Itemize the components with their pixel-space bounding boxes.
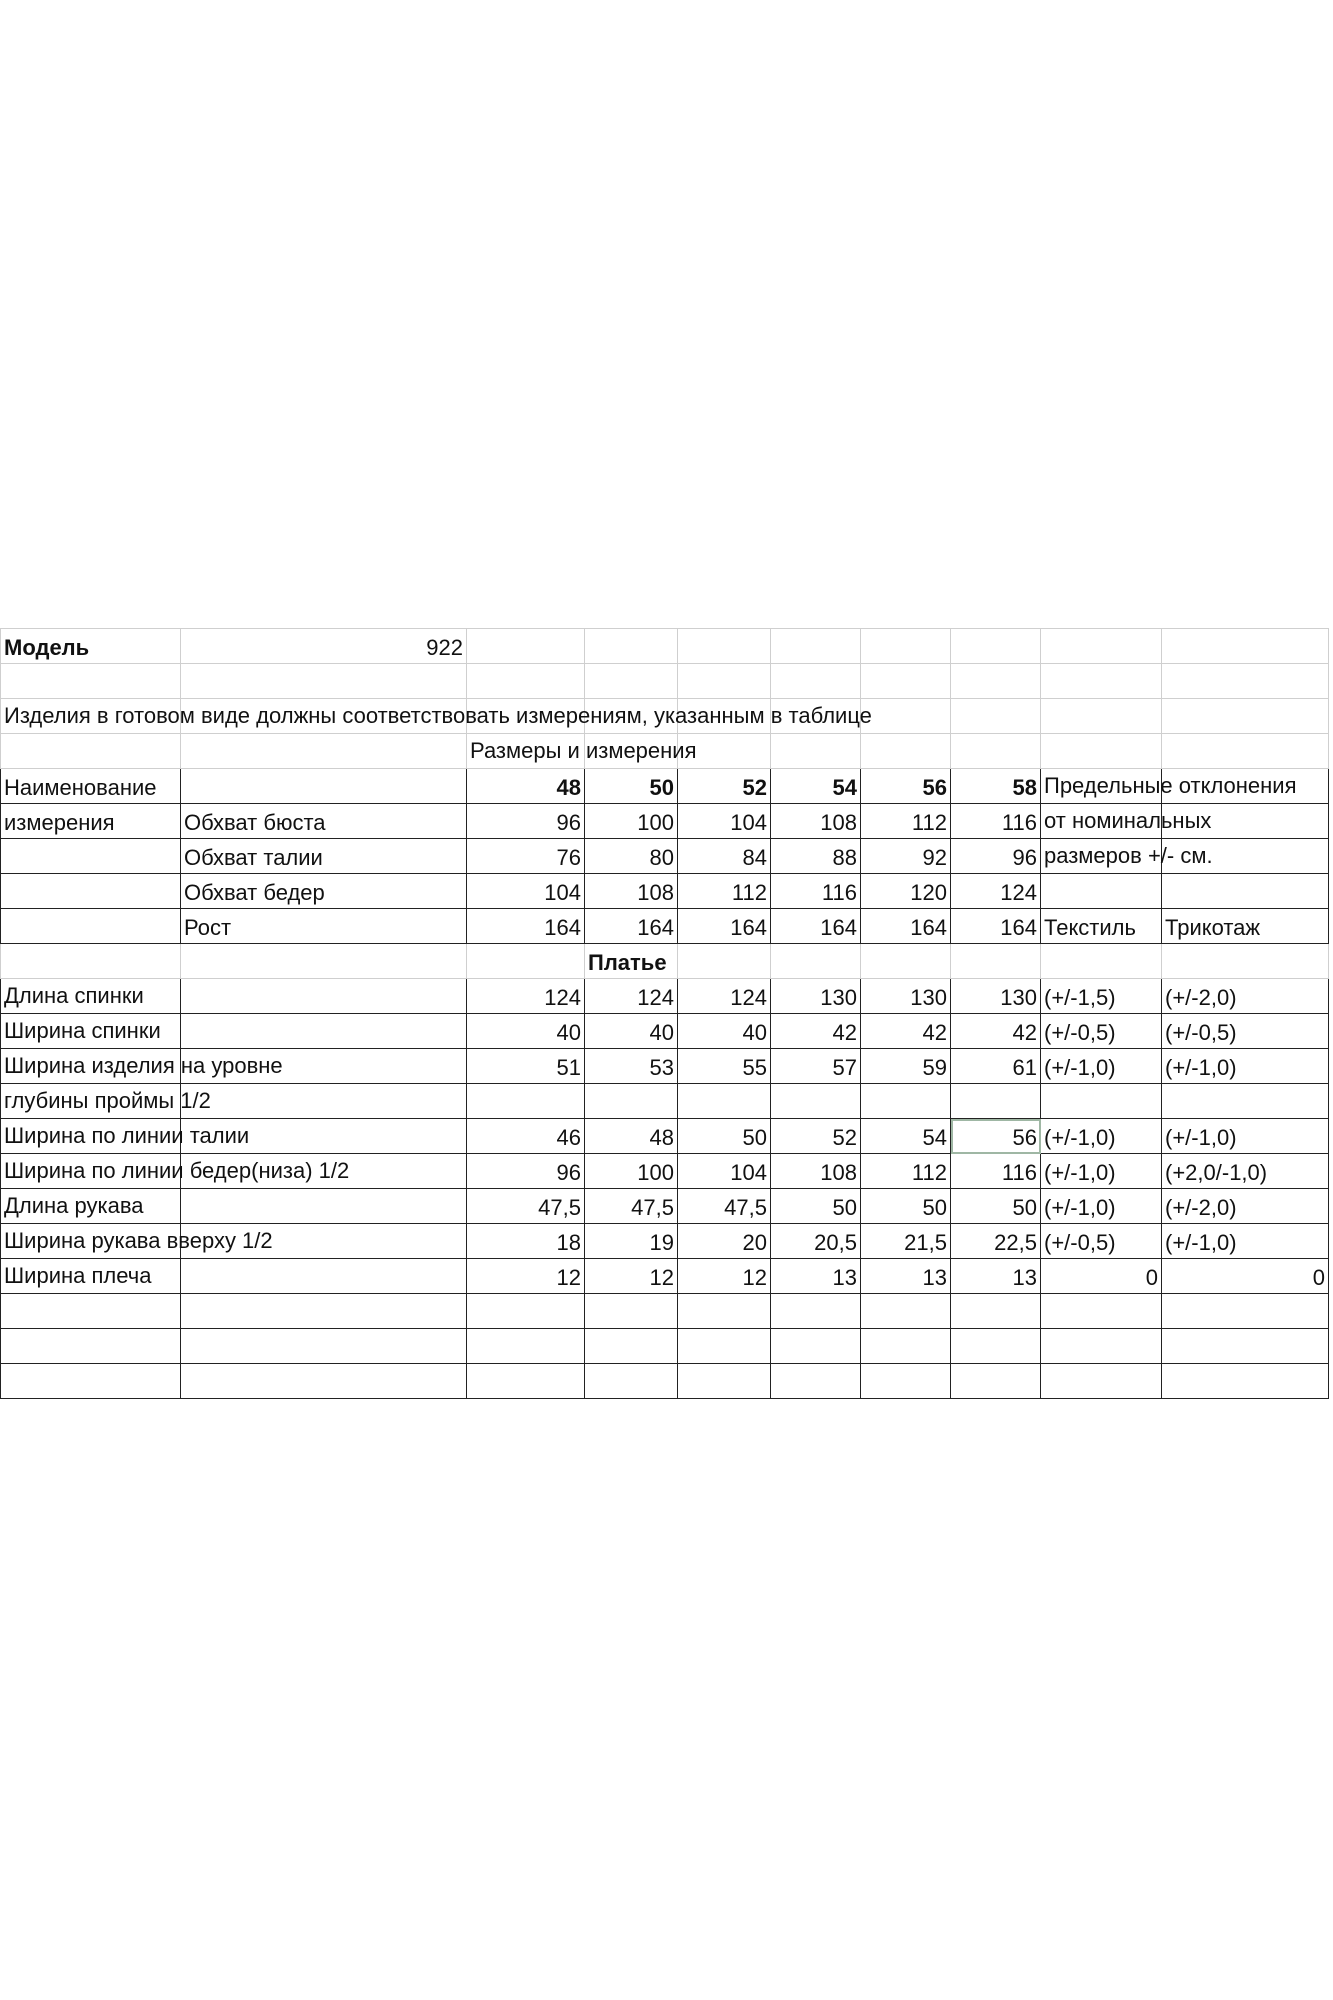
measure-value[interactable]: 164: [771, 909, 861, 944]
row-section-title: [1, 944, 1329, 979]
product-measure-row: [1, 1014, 1329, 1049]
measure-value[interactable]: 22,5: [951, 1224, 1041, 1259]
tolerance-title-2: от номинальных: [1044, 808, 1212, 833]
row-sizes-caption: [1, 734, 1329, 769]
measure-value[interactable]: 96: [951, 839, 1041, 874]
product-measure-row: [1, 1259, 1329, 1294]
measure-label-cell[interactable]: [1, 979, 181, 1014]
measure-value[interactable]: 108: [585, 874, 678, 909]
tolerance-knit[interactable]: (+/-1,0): [1162, 1224, 1329, 1259]
measure-value[interactable]: 112: [678, 874, 771, 909]
measure-value[interactable]: 96: [467, 1154, 585, 1189]
tolerance-textile[interactable]: (+/-1,0): [1041, 1154, 1162, 1189]
measure-label-cell[interactable]: [1, 1259, 181, 1294]
measure-value[interactable]: 116: [951, 804, 1041, 839]
measure-label-cell[interactable]: [1, 1014, 181, 1049]
measure-value[interactable]: 164: [678, 909, 771, 944]
tolerance-textile[interactable]: (+/-1,0): [1041, 1049, 1162, 1084]
row-blank: [1, 664, 1329, 699]
measure-label: глубины проймы 1/2: [4, 1088, 211, 1113]
product-measure-row: [1, 1189, 1329, 1224]
measure-value[interactable]: 48: [585, 1119, 678, 1154]
empty-row: [1, 1294, 1329, 1329]
tolerance-title-3: размеров +/- см.: [1044, 843, 1213, 868]
model-label[interactable]: Модель: [1, 629, 181, 664]
measure-value[interactable]: 100: [585, 1154, 678, 1189]
measure-label[interactable]: Обхват талии: [181, 839, 467, 874]
measure-value[interactable]: 55: [678, 1049, 771, 1084]
name-label-2[interactable]: измерения: [1, 804, 181, 839]
measure-label[interactable]: Рост: [181, 909, 467, 944]
measure-value[interactable]: 124: [585, 979, 678, 1014]
tolerance-knit[interactable]: 0: [1162, 1259, 1329, 1294]
body-measure-row: [1, 874, 1329, 909]
measure-label: Ширина по линии талии: [4, 1123, 250, 1148]
measure-label: Длина рукава: [4, 1193, 144, 1218]
tolerance-title-cell[interactable]: [1041, 769, 1297, 804]
measure-value[interactable]: 53: [585, 1049, 678, 1084]
product-measure-row: [1, 1154, 1329, 1189]
measure-value[interactable]: 47,5: [678, 1189, 771, 1224]
name-label-1[interactable]: Наименование: [1, 769, 181, 804]
product-measure-row: [1, 1049, 1329, 1084]
measure-value[interactable]: 42: [771, 1014, 861, 1049]
measure-value[interactable]: 12: [467, 1259, 585, 1294]
size-chart-table: [0, 628, 1329, 1399]
size-58[interactable]: 58: [951, 769, 1041, 804]
sizes-caption-cell[interactable]: [467, 734, 697, 769]
measure-value[interactable]: 124: [678, 979, 771, 1014]
measure-label: Длина спинки: [4, 983, 144, 1008]
measure-value[interactable]: 46: [467, 1119, 585, 1154]
size-48[interactable]: 48: [467, 769, 585, 804]
measure-value[interactable]: 124: [467, 979, 585, 1014]
tolerance-knit[interactable]: (+2,0/-1,0): [1162, 1154, 1329, 1189]
measure-value[interactable]: 108: [771, 1154, 861, 1189]
product-measure-row: [1, 1084, 1329, 1119]
measure-value[interactable]: 50: [678, 1119, 771, 1154]
measure-value[interactable]: 61: [951, 1049, 1041, 1084]
note-cell[interactable]: [1, 699, 872, 734]
measure-value[interactable]: 50: [771, 1189, 861, 1224]
measure-value[interactable]: 92: [861, 839, 951, 874]
size-52[interactable]: 52: [678, 769, 771, 804]
measure-label: Ширина изделия на уровне: [4, 1053, 283, 1078]
measure-value[interactable]: 50: [951, 1189, 1041, 1224]
tolerance-title-cell[interactable]: [1041, 804, 1212, 839]
measure-value[interactable]: 112: [861, 804, 951, 839]
measure-label-cell[interactable]: [1, 1189, 181, 1224]
measure-value[interactable]: 104: [678, 1154, 771, 1189]
measure-value[interactable]: 96: [467, 804, 585, 839]
empty-row: [1, 1364, 1329, 1399]
tolerance-textile[interactable]: (+/-0,5): [1041, 1014, 1162, 1049]
measure-value[interactable]: 130: [861, 979, 951, 1014]
measure-value[interactable]: 47,5: [467, 1189, 585, 1224]
measure-label-cell[interactable]: [1, 1154, 350, 1189]
tolerance-textile[interactable]: (+/-0,5): [1041, 1224, 1162, 1259]
note-text: Изделия в готовом виде должны соответствовать измерениям, указанным в таблице: [4, 703, 872, 728]
measure-value[interactable]: 18: [467, 1224, 585, 1259]
tolerance-knit[interactable]: (+/-1,0): [1162, 1049, 1329, 1084]
measure-value[interactable]: 80: [585, 839, 678, 874]
row-size-header: [1, 769, 1329, 804]
size-54[interactable]: 54: [771, 769, 861, 804]
measure-label[interactable]: Обхват бюста: [181, 804, 467, 839]
measure-value[interactable]: 50: [861, 1189, 951, 1224]
measure-value[interactable]: 124: [951, 874, 1041, 909]
measure-value[interactable]: 164: [585, 909, 678, 944]
sizes-caption: Размеры и измерения: [470, 738, 697, 763]
measure-label: Ширина плеча: [4, 1263, 152, 1288]
measure-value[interactable]: 112: [861, 1154, 951, 1189]
measure-value[interactable]: 13: [771, 1259, 861, 1294]
section-title[interactable]: Платье: [585, 944, 678, 979]
product-measure-row: [1, 1119, 1329, 1154]
measure-value[interactable]: 108: [771, 804, 861, 839]
size-50[interactable]: 50: [585, 769, 678, 804]
measure-value[interactable]: 13: [861, 1259, 951, 1294]
measure-value[interactable]: 76: [467, 839, 585, 874]
measure-value[interactable]: 40: [585, 1014, 678, 1049]
measure-value[interactable]: 164: [861, 909, 951, 944]
measure-value[interactable]: 130: [771, 979, 861, 1014]
size-56[interactable]: 56: [861, 769, 951, 804]
measure-value[interactable]: 51: [467, 1049, 585, 1084]
tolerance-title-cell[interactable]: [1041, 839, 1213, 874]
measure-value[interactable]: 104: [467, 874, 585, 909]
row-note: [1, 699, 1329, 734]
measure-value[interactable]: 164: [467, 909, 585, 944]
model-number[interactable]: 922: [181, 629, 467, 664]
measure-value[interactable]: 120: [861, 874, 951, 909]
measure-value[interactable]: 100: [585, 804, 678, 839]
tolerance-textile[interactable]: (+/-1,0): [1041, 1119, 1162, 1154]
measure-label: Ширина по линии бедер(низа) 1/2: [4, 1158, 350, 1183]
measure-label: Ширина спинки: [4, 1018, 161, 1043]
measure-value[interactable]: 116: [771, 874, 861, 909]
tolerance-title-1: Предельные отклонения: [1044, 773, 1297, 798]
row-model: [1, 629, 1329, 664]
measure-value[interactable]: 54: [861, 1119, 951, 1154]
measure-label-cell[interactable]: [1, 1224, 273, 1259]
measure-value[interactable]: 164: [951, 909, 1041, 944]
tolerance-knit[interactable]: (+/-1,0): [1162, 1119, 1329, 1154]
body-measure-row: [1, 804, 1329, 839]
measure-value[interactable]: 42: [861, 1014, 951, 1049]
tolerance-knit-header[interactable]: Трикотаж: [1162, 909, 1329, 944]
measure-value[interactable]: 40: [678, 1014, 771, 1049]
measure-value[interactable]: 57: [771, 1049, 861, 1084]
measure-value[interactable]: 130: [951, 979, 1041, 1014]
measure-value[interactable]: 59: [861, 1049, 951, 1084]
product-measure-row: [1, 1224, 1329, 1259]
tolerance-textile[interactable]: 0: [1041, 1259, 1162, 1294]
measure-value[interactable]: 42: [951, 1014, 1041, 1049]
measure-value[interactable]: 88: [771, 839, 861, 874]
measure-value[interactable]: 12: [585, 1259, 678, 1294]
measure-label-cell[interactable]: [1, 1049, 283, 1084]
measure-value[interactable]: 20: [678, 1224, 771, 1259]
measure-value[interactable]: 116: [951, 1154, 1041, 1189]
measure-value[interactable]: 47,5: [585, 1189, 678, 1224]
tolerance-knit[interactable]: (+/-0,5): [1162, 1014, 1329, 1049]
measure-value[interactable]: 52: [771, 1119, 861, 1154]
measure-label: Ширина рукава вверху 1/2: [4, 1228, 273, 1253]
measure-value[interactable]: 13: [951, 1259, 1041, 1294]
selected-cell[interactable]: 56: [951, 1119, 1041, 1154]
tolerance-textile[interactable]: (+/-1,0): [1041, 1189, 1162, 1224]
product-measure-row: [1, 979, 1329, 1014]
tolerance-knit[interactable]: (+/-2,0): [1162, 1189, 1329, 1224]
tolerance-textile[interactable]: (+/-1,5): [1041, 979, 1162, 1014]
body-measure-row: [1, 909, 1329, 944]
tolerance-knit[interactable]: (+/-2,0): [1162, 979, 1329, 1014]
empty-row: [1, 1329, 1329, 1364]
measure-value[interactable]: 19: [585, 1224, 678, 1259]
body-measure-row: [1, 839, 1329, 874]
measure-value[interactable]: 21,5: [861, 1224, 951, 1259]
tolerance-textile-header[interactable]: Текстиль: [1041, 909, 1162, 944]
measure-value[interactable]: 84: [678, 839, 771, 874]
measure-label[interactable]: Обхват бедер: [181, 874, 467, 909]
measure-value[interactable]: 12: [678, 1259, 771, 1294]
measure-label-cell[interactable]: [1, 1119, 250, 1154]
measure-value[interactable]: 40: [467, 1014, 585, 1049]
measure-label-cell[interactable]: [1, 1084, 211, 1119]
measure-value[interactable]: 20,5: [771, 1224, 861, 1259]
measure-value[interactable]: 104: [678, 804, 771, 839]
